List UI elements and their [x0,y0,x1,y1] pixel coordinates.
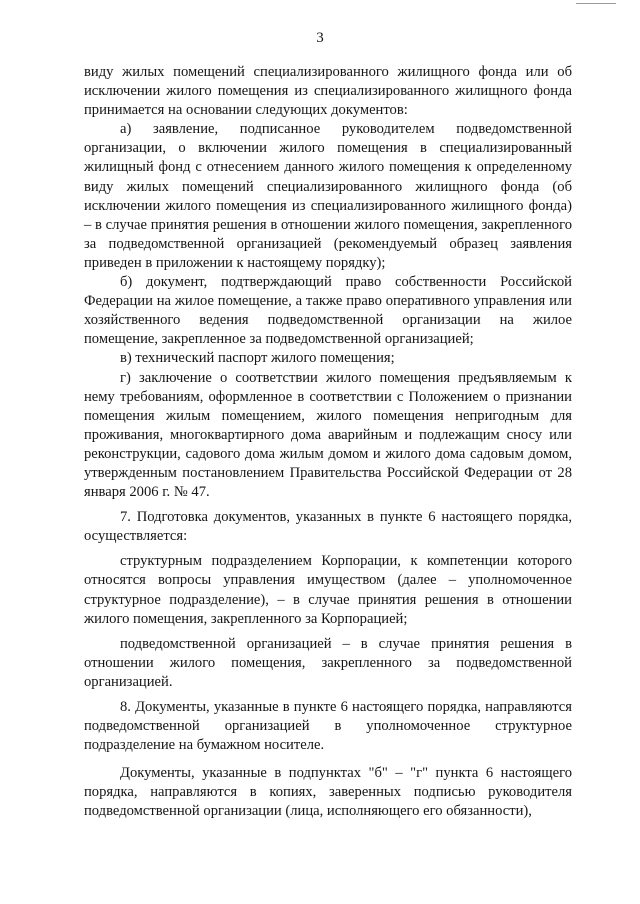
page-number: 3 [316,30,324,46]
paragraph-section-8: 8. Документы, указанные в пункте 6 настоящего порядка, направляются подведомственной организацией в уполномоченное структурное подразделение на бумажном носителе. [84,699,572,754]
paragraph-item-a: а) заявление, подписанное руководителем подведомственной организации, о включении жилого помещения в специализированный жилищный фонд с отнесением данного жилого помещения к определенному виду жилых помещений специализированного жилищного фонда (об исключении жилого помещения из специализированного жилищного фонда) – в случае принятия решения в отношении жилого помещения, закрепленного за подведомственной организацией (рекомендуемый образец заявления приведен в приложении к настоящему порядку); [84,121,572,271]
paragraph-item-b: б) документ, подтверждающий право собственности Российской Федерации на жилое помещение, а также право оперативного управления или хозяйственного ведения подведомственной организации на жилое помещение, закрепленное за подведомственной организацией; [84,274,572,348]
paragraph-section-7: 7. Подготовка документов, указанных в пункте 6 настоящего порядка, осуществляется: [84,509,572,545]
paragraph-continuation: виду жилых помещений специализированного жилищного фонда или об исключении жилого помещения из специализированного жилищного фонда принимается на основании следующих документов: [84,64,572,119]
paragraph-item-g: г) заключение о соответствии жилого помещения предъявляемым к нему требованиям, оформленное в соответствии с Положением о признании помещения жилым помещением, жилого помещения непригодным для проживания, многоквартирного дома аварийным и подлежащим сносу или реконструкции, садового дома жилым домом и жилого дома садовым домом, утвержденным постановлением Правительства Российской Федерации от 28 января 2006 г. № 47. [84,369,572,501]
paragraph-structural-unit: структурным подразделением Корпорации, к компетенции которого относятся вопросы управления имуществом (далее – уполномоченное структурное подразделение), – в случае принятия решения в отношении жилого помещения, закрепленного за Корпорацией; [84,553,572,627]
top-edge-rule [576,3,616,4]
paragraph-subordinate-org: подведомственной организацией – в случае принятия решения в отношении жилого помещения, закрепленного за подведомственной организацией. [84,635,572,690]
document-body [84,63,572,822]
paragraph-documents-copies: Документы, указанные в подпунктах "б" – "г" пункта 6 настоящего порядка, направляются в копиях, заверенных подписью руководителя подведомственной организации (лица, исполняющего его обязанности), [84,765,572,820]
paragraph-item-v: в) технический паспорт жилого помещения; [120,350,395,367]
